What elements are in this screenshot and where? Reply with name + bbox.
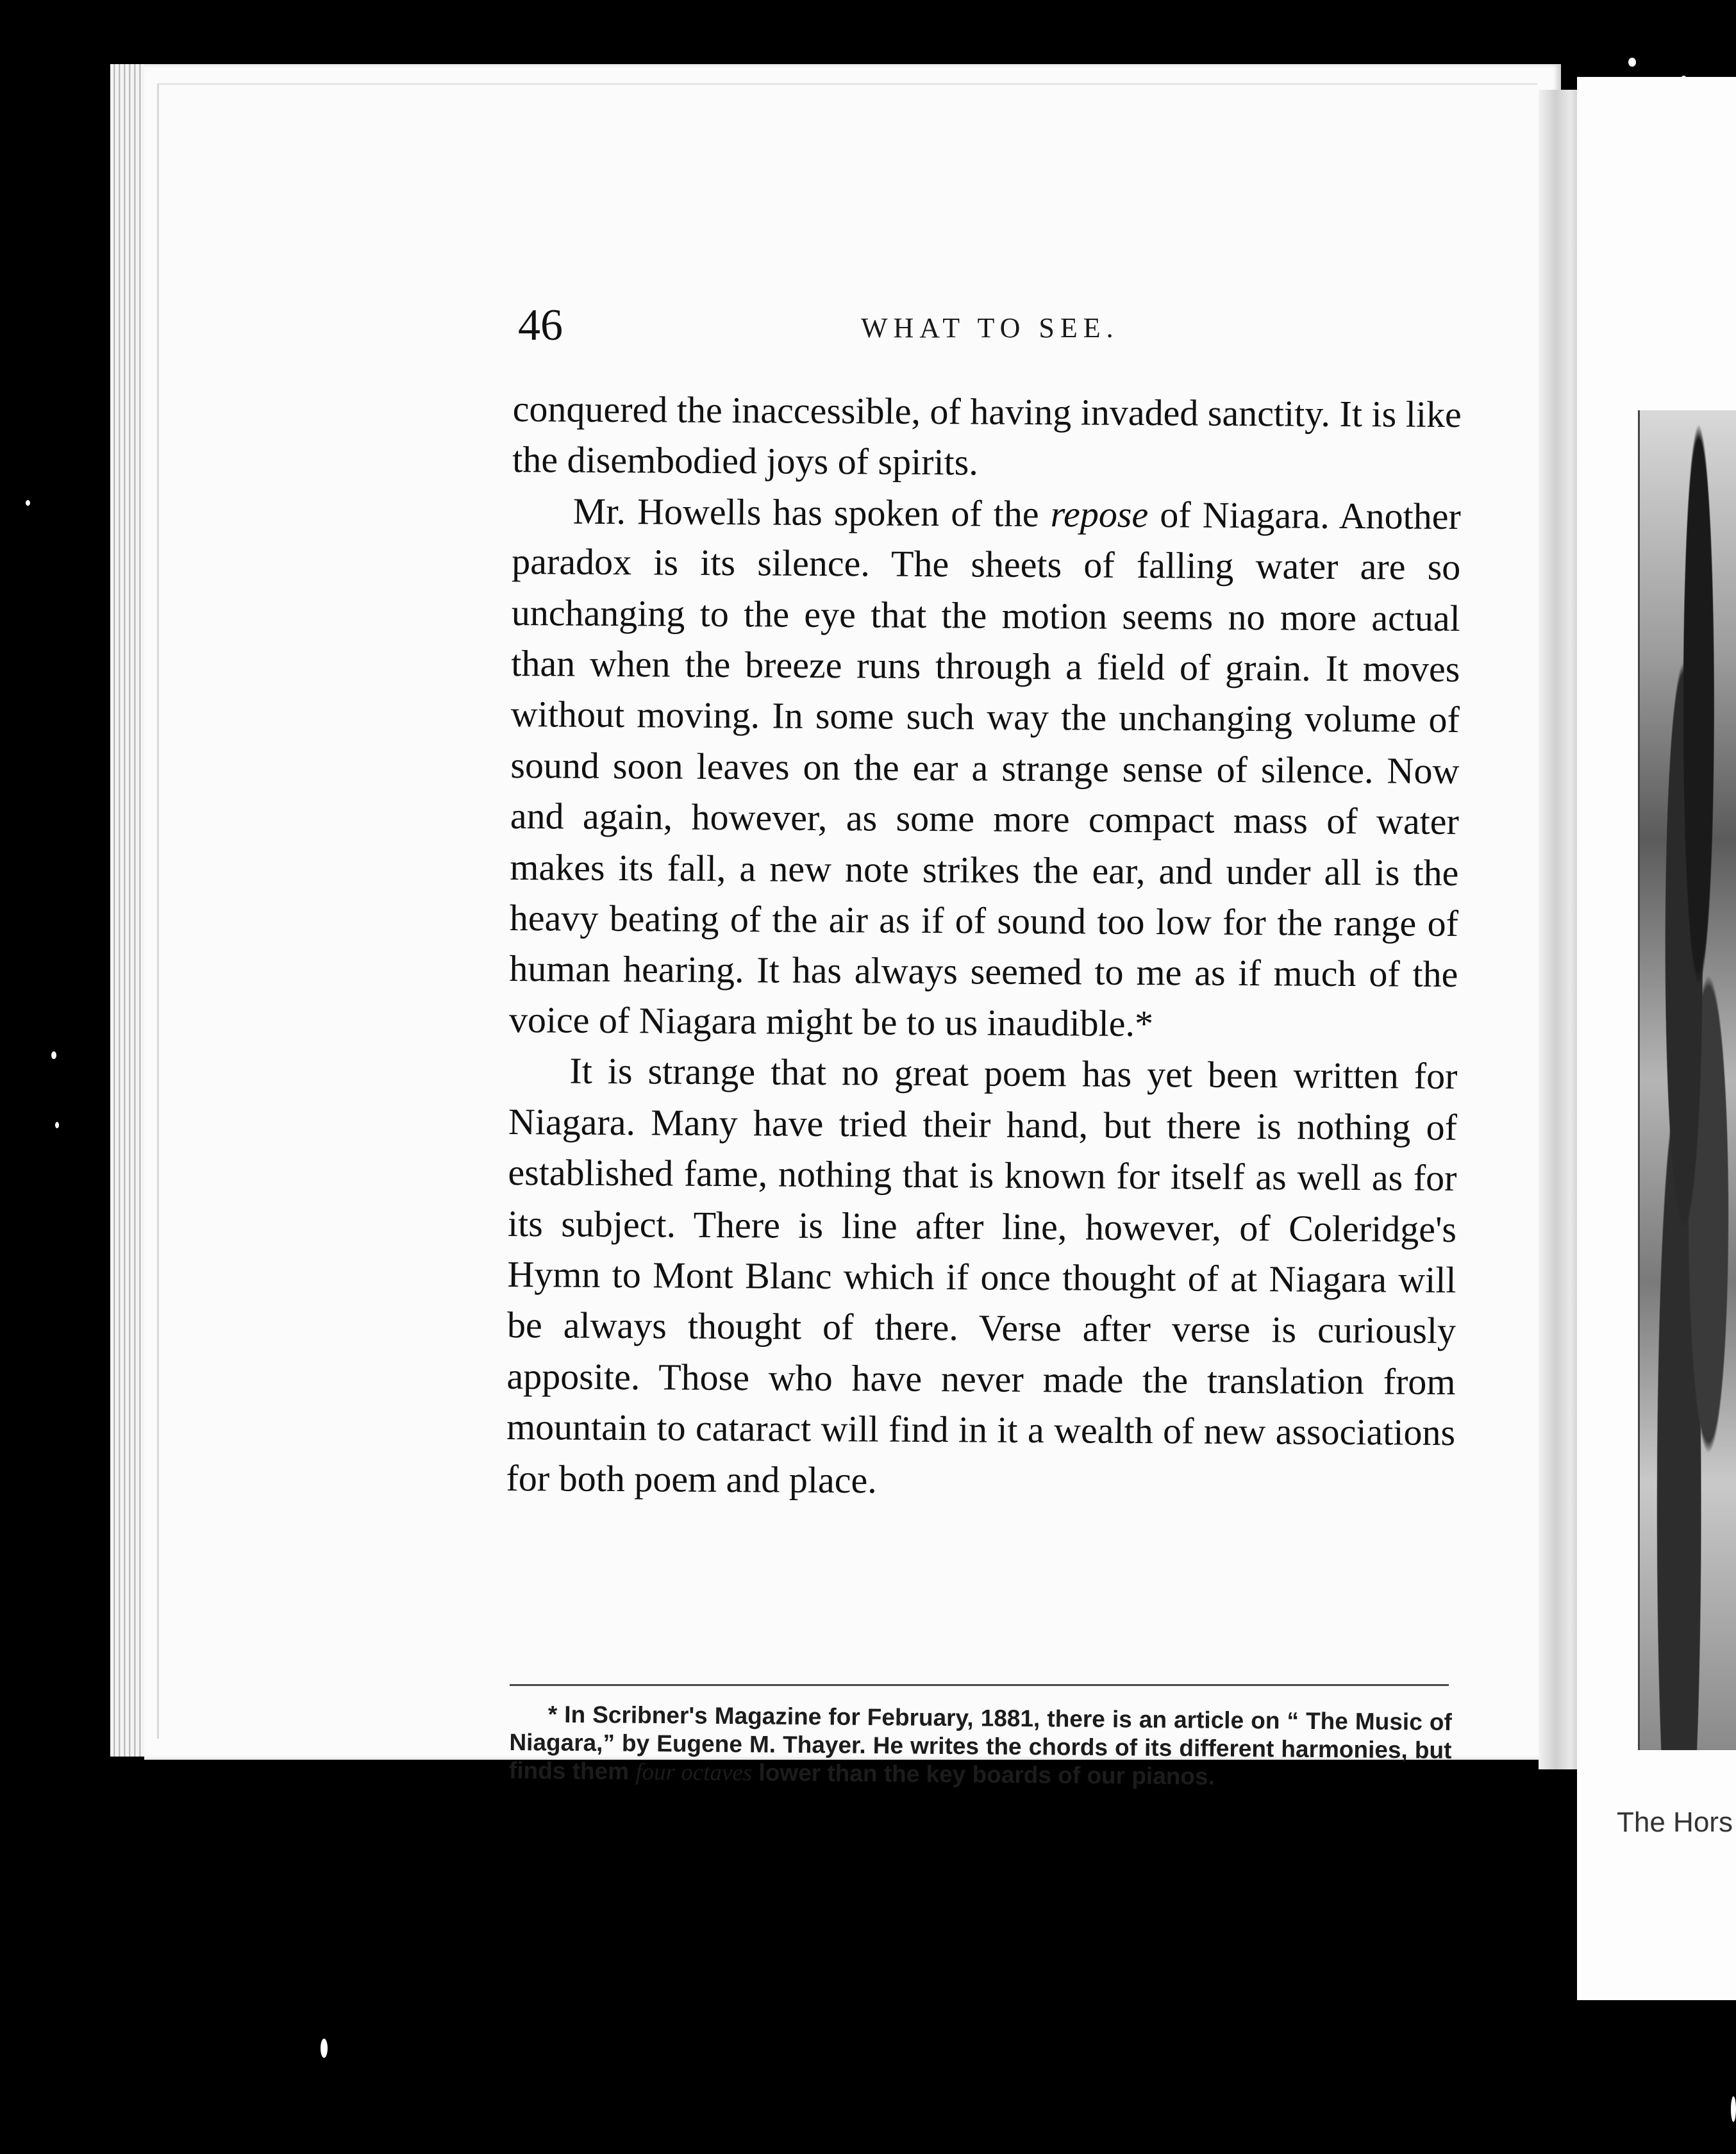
footnote — [509, 1700, 1452, 1794]
footnote-text-start: * In Scribner's Magazine for February, 1881, there is an article on “ The Music of Niagara,” by Eugene M. Thayer. He writes the chords of its different harmonies, but finds them — [508, 1701, 1452, 1785]
scan-speck — [51, 1051, 56, 1059]
scan-speck — [1731, 2096, 1736, 2122]
facing-page-caption: The Hors — [1617, 1807, 1733, 1838]
scan-speck — [321, 2039, 328, 2058]
running-head-title: WHAT TO SEE. — [861, 312, 1119, 344]
paragraph-3: It is strange that no great poem has yet been written for Niagara. Many have tried their hand, but there is nothing of established fame, nothing that is known for itself as well as for its subject. There is line after line, however, of Coleridge's Hymn to Mont Blanc which if once thought of at Niagara will be always thought of there. Verse after verse is curiously apposite. Those who have never made the translation from mountain to cataract will find in it a wealth of new associations for both poem and place. — [506, 1049, 1458, 1501]
body-text — [506, 383, 1462, 1509]
paragraph-2-italic-word: repose — [1050, 492, 1149, 535]
footnote-rule — [510, 1684, 1449, 1686]
scan-speck — [1628, 58, 1636, 67]
running-head — [518, 300, 1467, 358]
paragraph-2 — [509, 485, 1461, 1051]
scan-speck — [55, 1122, 59, 1128]
scan-speck — [26, 500, 30, 506]
footnote-italic-phrase: four octaves — [635, 1758, 753, 1787]
facing-page-illustration — [1638, 410, 1736, 1750]
paragraph-2-text-start: Mr. Howells has spoken of the — [572, 490, 1051, 535]
footnote-text-end: lower than the key boards of our pianos. — [752, 1759, 1215, 1790]
page-number: 46 — [518, 301, 563, 350]
paragraph-1: conquered the inaccessible, of having invaded sanctity. It is like the disembodied joys of spirits. — [512, 387, 1462, 483]
paragraph-2-text-end: of Niagara. Another paradox is its silence. The sheets of falling water are so unchanging to the eye that the motion seems no more actual than when the breeze runs through a field of grain. It moves without moving. In some such way the unchanging volume of sound soon leaves on the ear a strange sense of silence. Now and again, however, as some more compact mass of water makes its fall, a new note strikes the ear, and under all is the heavy beating of the air as if of sound too low for the range of human hearing. It has always seemed to me as if much of the voice of Niagara might be to us inaudible.* — [508, 493, 1461, 1044]
page-stack-edge — [110, 64, 149, 1757]
